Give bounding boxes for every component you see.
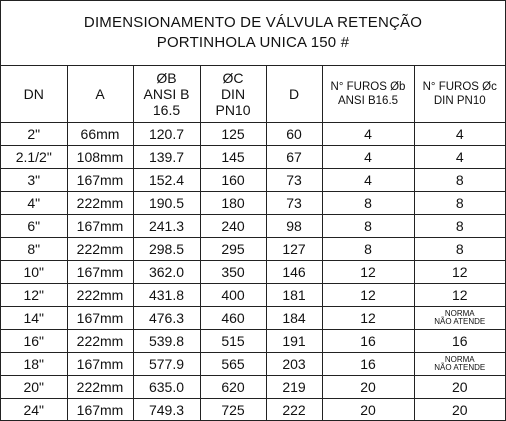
cell-a: 167mm <box>67 261 133 284</box>
table-row <box>1 238 505 261</box>
cell-b: 120.7 <box>133 123 200 146</box>
note-norma: NORMA <box>444 309 475 318</box>
header-c-line2: DIN <box>220 86 246 102</box>
table-row <box>1 330 505 353</box>
cell-dn: 20" <box>1 376 67 399</box>
cell-b: 635.0 <box>133 376 200 399</box>
cell-furos-b: 16 <box>322 330 414 353</box>
cell-furos-b: 4 <box>322 169 414 192</box>
cell-dn: 4" <box>1 192 67 215</box>
cell-c: 725 <box>200 399 266 421</box>
cell-b: 749.3 <box>133 399 200 421</box>
header-furos-b-line2: ANSI B16.5 <box>337 95 399 107</box>
header-furos-c-line2: DIN PN10 <box>433 95 486 107</box>
header-furos-b-line1: N° FUROS Øb <box>330 81 406 93</box>
cell-dn: 18" <box>1 353 67 376</box>
cell-d: 127 <box>266 238 322 261</box>
cell-c: 400 <box>200 284 266 307</box>
cell-b: 152.4 <box>133 169 200 192</box>
note-nao-atende: NÃO ATENDE <box>434 317 486 326</box>
cell-b: 431.8 <box>133 284 200 307</box>
cell-d: 181 <box>266 284 322 307</box>
cell-furos-c-note <box>414 307 505 330</box>
title-line-2: PORTINHOLA UNICA 150 # <box>156 34 350 51</box>
cell-furos-c: 4 <box>414 123 505 146</box>
cell-furos-b: 16 <box>322 353 414 376</box>
cell-a: 222mm <box>67 330 133 353</box>
cell-d: 60 <box>266 123 322 146</box>
header-c <box>200 66 266 123</box>
cell-b: 476.3 <box>133 307 200 330</box>
cell-dn: 10" <box>1 261 67 284</box>
header-b-line1: ØB <box>156 70 177 86</box>
table-row <box>1 123 505 146</box>
cell-c: 460 <box>200 307 266 330</box>
cell-dn: 16" <box>1 330 67 353</box>
table-row <box>1 353 505 376</box>
table-row <box>1 376 505 399</box>
cell-furos-c: 8 <box>414 169 505 192</box>
table-row <box>1 146 505 169</box>
header-row <box>1 66 505 123</box>
cell-a: 108mm <box>67 146 133 169</box>
cell-d: 73 <box>266 192 322 215</box>
header-furos-c <box>414 66 505 123</box>
cell-dn: 8" <box>1 238 67 261</box>
note-nao-atende: NÃO ATENDE <box>434 363 486 372</box>
cell-furos-c: 8 <box>414 192 505 215</box>
cell-furos-b: 4 <box>322 146 414 169</box>
valve-dimension-table <box>1 66 505 421</box>
table-row <box>1 284 505 307</box>
cell-dn: 24" <box>1 399 67 421</box>
table-row <box>1 215 505 238</box>
header-d: D <box>266 66 322 123</box>
cell-d: 219 <box>266 376 322 399</box>
cell-furos-c: 12 <box>414 261 505 284</box>
cell-d: 98 <box>266 215 322 238</box>
cell-a: 222mm <box>67 376 133 399</box>
cell-furos-c: 4 <box>414 146 505 169</box>
header-a: A <box>67 66 133 123</box>
cell-furos-b: 8 <box>322 238 414 261</box>
cell-d: 67 <box>266 146 322 169</box>
cell-c: 515 <box>200 330 266 353</box>
title-line-1: DIMENSIONAMENTO DE VÁLVULA RETENÇÃO <box>83 14 423 31</box>
cell-c: 295 <box>200 238 266 261</box>
cell-furos-b: 8 <box>322 215 414 238</box>
cell-c: 240 <box>200 215 266 238</box>
cell-b: 190.5 <box>133 192 200 215</box>
header-furos-b <box>322 66 414 123</box>
cell-b: 298.5 <box>133 238 200 261</box>
table-body <box>1 123 505 421</box>
table-row <box>1 169 505 192</box>
cell-dn: 2" <box>1 123 67 146</box>
cell-furos-b: 12 <box>322 261 414 284</box>
cell-dn: 6" <box>1 215 67 238</box>
cell-furos-b: 8 <box>322 192 414 215</box>
cell-b: 139.7 <box>133 146 200 169</box>
header-dn: DN <box>1 66 67 123</box>
header-b-line3: 16.5 <box>152 102 181 118</box>
cell-a: 222mm <box>67 238 133 261</box>
header-c-line3: PN10 <box>215 102 251 118</box>
cell-a: 167mm <box>67 399 133 421</box>
cell-a: 222mm <box>67 284 133 307</box>
cell-b: 241.3 <box>133 215 200 238</box>
cell-c: 620 <box>200 376 266 399</box>
cell-d: 73 <box>266 169 322 192</box>
header-b <box>133 66 200 123</box>
cell-a: 167mm <box>67 353 133 376</box>
cell-furos-c: 8 <box>414 238 505 261</box>
cell-d: 203 <box>266 353 322 376</box>
header-furos-c-line1: N° FUROS Øc <box>422 81 497 93</box>
table-row <box>1 192 505 215</box>
table-row <box>1 307 505 330</box>
cell-d: 184 <box>266 307 322 330</box>
table-row <box>1 261 505 284</box>
cell-furos-b: 4 <box>322 123 414 146</box>
cell-b: 362.0 <box>133 261 200 284</box>
cell-c: 180 <box>200 192 266 215</box>
cell-furos-b: 20 <box>322 376 414 399</box>
cell-a: 167mm <box>67 169 133 192</box>
cell-furos-c: 20 <box>414 376 505 399</box>
cell-furos-c: 16 <box>414 330 505 353</box>
note-norma: NORMA <box>444 355 475 364</box>
cell-dn: 12" <box>1 284 67 307</box>
cell-furos-c: 8 <box>414 215 505 238</box>
header-b-line2: ANSI B <box>143 86 190 102</box>
cell-furos-b: 12 <box>322 284 414 307</box>
cell-c: 565 <box>200 353 266 376</box>
cell-furos-c: 12 <box>414 284 505 307</box>
cell-dn: 14" <box>1 307 67 330</box>
cell-d: 191 <box>266 330 322 353</box>
cell-furos-b: 20 <box>322 399 414 421</box>
cell-a: 222mm <box>67 192 133 215</box>
cell-b: 539.8 <box>133 330 200 353</box>
cell-d: 146 <box>266 261 322 284</box>
cell-d: 222 <box>266 399 322 421</box>
cell-b: 577.9 <box>133 353 200 376</box>
header-c-line1: ØC <box>222 70 244 86</box>
cell-a: 167mm <box>67 307 133 330</box>
cell-c: 350 <box>200 261 266 284</box>
cell-furos-c-note <box>414 353 505 376</box>
table-row <box>1 399 505 421</box>
cell-a: 167mm <box>67 215 133 238</box>
cell-a: 66mm <box>67 123 133 146</box>
table-title <box>1 1 505 66</box>
cell-c: 145 <box>200 146 266 169</box>
cell-dn: 3" <box>1 169 67 192</box>
cell-dn: 2.1/2" <box>1 146 67 169</box>
cell-c: 160 <box>200 169 266 192</box>
cell-furos-b: 12 <box>322 307 414 330</box>
cell-furos-c: 20 <box>414 399 505 421</box>
cell-c: 125 <box>200 123 266 146</box>
